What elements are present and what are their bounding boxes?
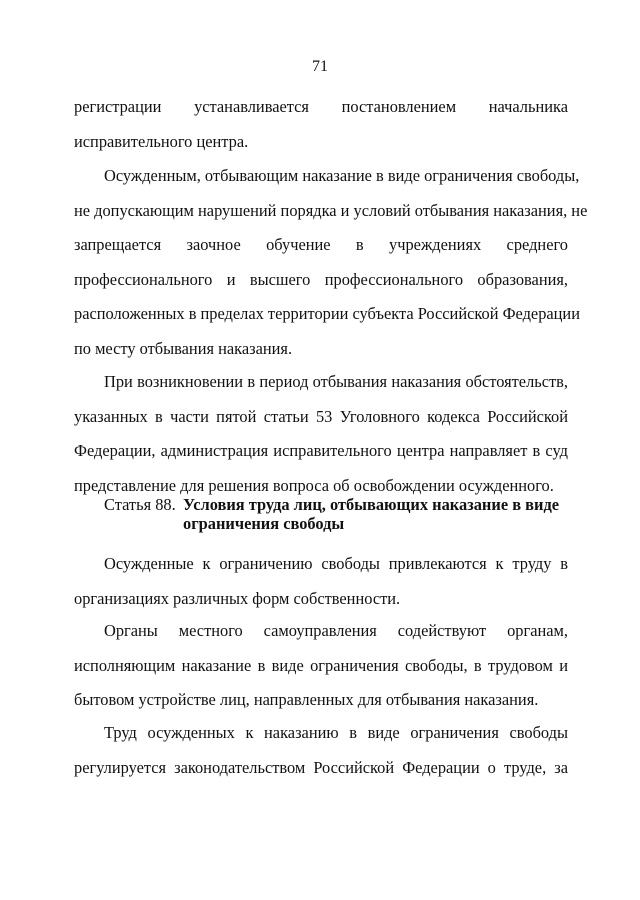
paragraph-registration	[74, 90, 568, 159]
text-line: исправительного центра.	[74, 131, 249, 151]
text-line: расположенных в пределах территории субъекта Российской Федерации	[74, 304, 580, 323]
text-line: Осужденным, отбывающим наказание в виде ограничения свободы,	[104, 166, 580, 185]
text-line: профессионального и высшего профессионального образования,	[74, 269, 568, 289]
text-line: исполняющим наказание в виде ограничения свободы, в трудовом и	[74, 655, 568, 675]
text-line: по месту отбывания наказания.	[74, 338, 293, 358]
text-line: организациях различных форм собственности.	[74, 588, 401, 608]
paragraph-education	[74, 159, 588, 366]
text-line: представление для решения вопроса об освобождении осужденного.	[74, 475, 554, 495]
paragraph-labor-legislation	[74, 716, 568, 785]
text-line: указанных в части пятой статьи 53 Уголовного кодекса Российской	[74, 406, 568, 426]
page-number: 71	[312, 58, 328, 75]
text-line: бытовом устройстве лиц, направленных для отбывания наказания.	[74, 690, 539, 709]
text-line: При возникновении в период отбывания наказания обстоятельств,	[104, 372, 568, 391]
paragraph-release	[74, 365, 568, 503]
text-line: Труд осужденных к наказанию в виде ограничения свободы	[104, 723, 568, 742]
text-line: Органы местного самоуправления содействуют органам,	[104, 621, 568, 640]
text-line: Федерации, администрация исправительного центра направляет в суд	[74, 441, 568, 460]
text-line: Осужденные к ограничению свободы привлекаются к труду в	[104, 554, 568, 573]
text-line: регистрации устанавливается постановлением начальника	[74, 97, 568, 116]
article-title: Условия труда лиц, отбывающих наказание в виде ограничения свободы	[183, 495, 560, 533]
text-line: не допускающим нарушений порядка и условий отбывания наказания, не	[74, 200, 588, 220]
paragraph-labor	[74, 547, 568, 616]
paragraph-local-government	[74, 614, 568, 718]
text-line: запрещается заочное обучение в учреждениях среднего	[74, 235, 568, 254]
text-line: регулируется законодательством Российской Федерации о труде, за	[74, 757, 568, 777]
article-number: Статья 88.	[104, 495, 176, 514]
